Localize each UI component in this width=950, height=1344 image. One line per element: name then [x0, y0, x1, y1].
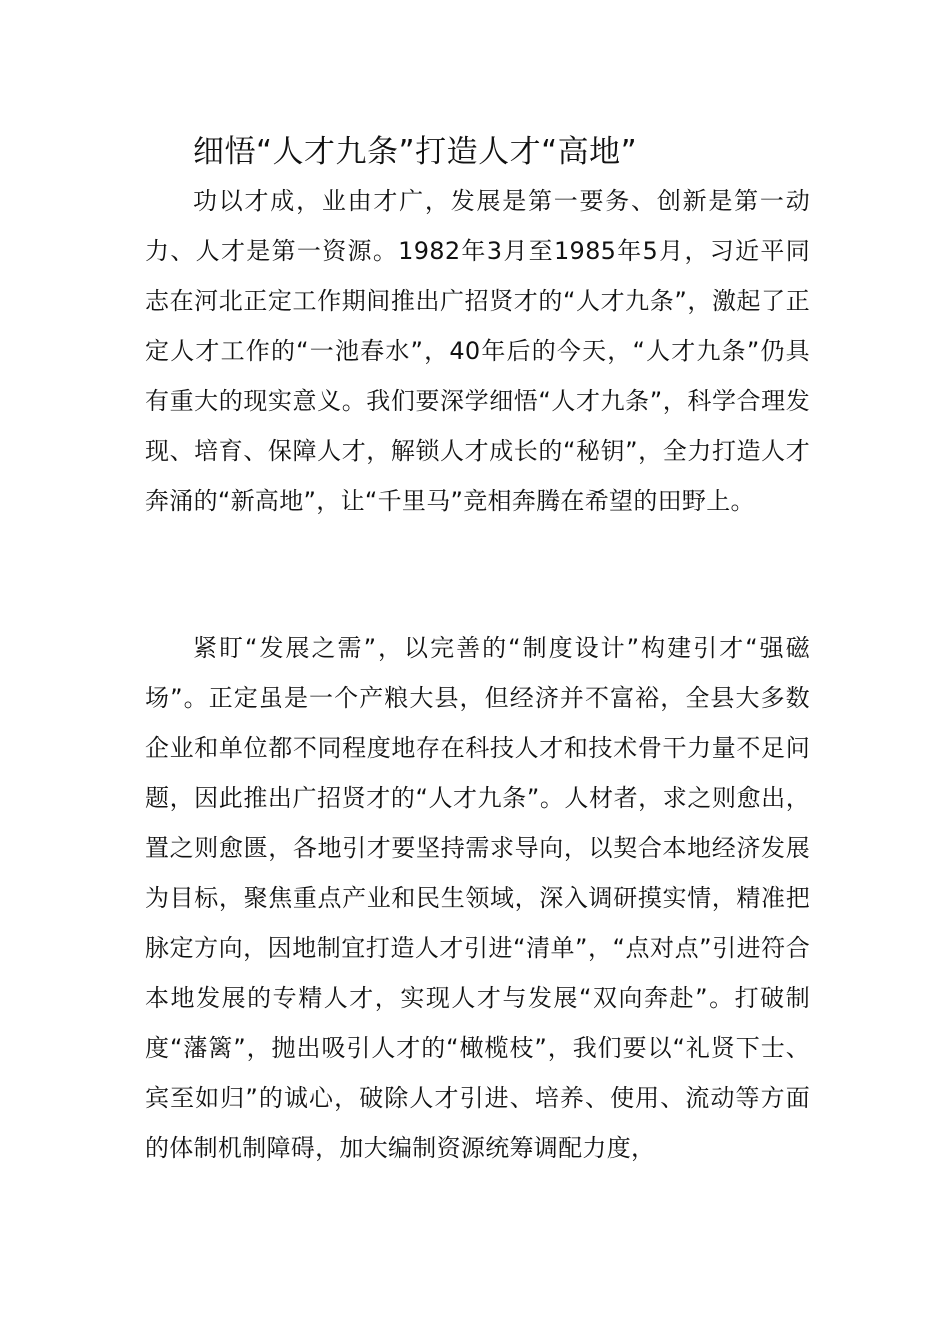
- paragraph-intro: 功以才成，业由才广，发展是第一要务、创新是第一动力、人才是第一资源。1982年3月至1985年5月，习近平同志在河北正定工作期间推出广招贤才的“人才九条”，激起了正定人才工作的“一池春水”，40年后的今天，“人才九条”仍具有重大的现实意义。我们要深学细悟“人才九条”，科学合理发现、培育、保障人才，解锁人才成长的“秘钥”，全力打造人才奔涌的“新高地”，让“千里马”竞相奔腾在希望的田野上。: [145, 187, 810, 515]
- document-title: 细悟“人才九条”打造人才“高地”: [193, 134, 638, 170]
- paragraph-talent-attraction: 紧盯“发展之需”，以完善的“制度设计”构建引才“强磁场”。正定虽是一个产粮大县，但经济并不富裕，全县大多数企业和单位都不同程度地存在科技人才和技术骨干力量不足问题，因此推出广招贤才的“人才九条”。人材者，求之则愈出，置之则愈匮，各地引才要坚持需求导向，以契合本地经济发展为目标，聚焦重点产业和民生领域，深入调研摸实情，精准把脉定方向，因地制宜打造人才引进“清单”，“点对点”引进符合本地发展的专精人才，实现人才与发展“双向奔赴”。打破制度“藩篱”，抛出吸引人才的“橄榄枝”，我们要以“礼贤下士、宾至如归”的诚心，破除人才引进、培养、使用、流动等方面的体制机制障碍，加大编制资源统筹调配力度，: [145, 634, 811, 1162]
